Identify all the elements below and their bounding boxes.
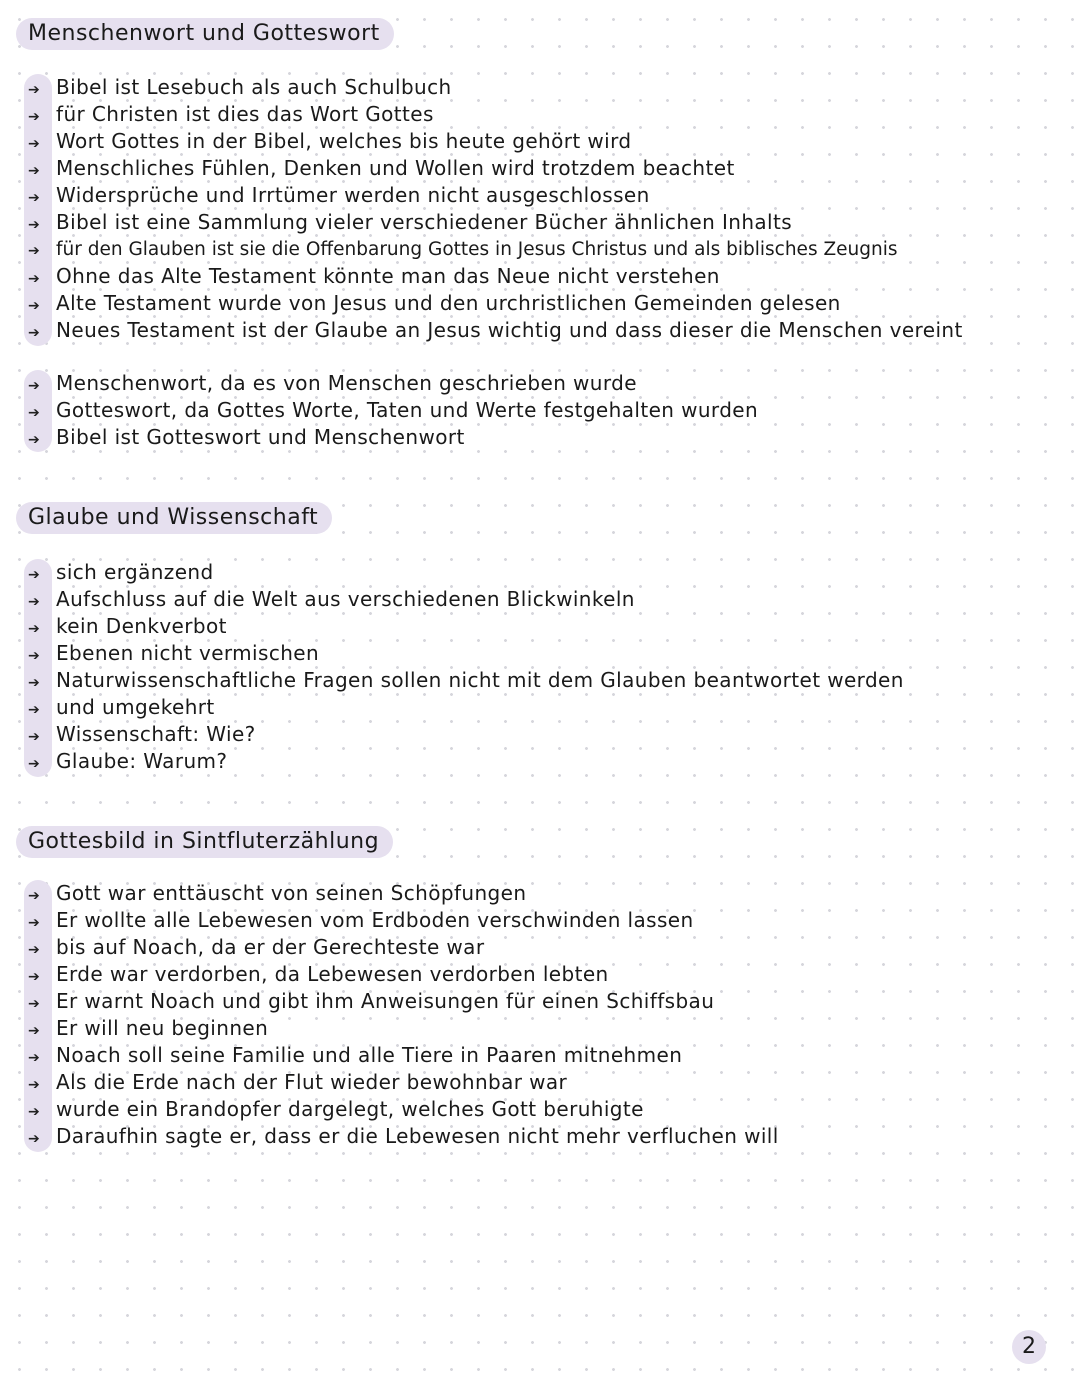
arrow-right-icon: ➔ bbox=[28, 217, 41, 233]
arrow-right-icon: ➔ bbox=[28, 163, 41, 179]
arrow-right-icon: ➔ bbox=[28, 996, 41, 1012]
section-title: Glaube und Wissenschaft bbox=[16, 502, 332, 534]
list-item: ➔ Daraufhin sagte er, dass er die Lebewesen nicht mehr verfluchen will bbox=[28, 1123, 1080, 1150]
arrow-right-icon: ➔ bbox=[28, 567, 41, 583]
arrow-right-icon: ➔ bbox=[28, 648, 41, 664]
arrow-right-icon: ➔ bbox=[28, 136, 41, 152]
list-item: ➔ Er wollte alle Lebewesen vom Erdboden verschwinden lassen bbox=[28, 907, 1080, 934]
arrow-right-icon: ➔ bbox=[28, 298, 41, 314]
list-item: ➔ Wort Gottes in der Bibel, welches bis heute gehört wird bbox=[28, 128, 1080, 155]
arrow-right-icon: ➔ bbox=[28, 1023, 41, 1039]
list-item: ➔ für den Glauben ist sie die Offenbarung Gottes in Jesus Christus und als biblisches Zeugnis bbox=[28, 236, 1080, 263]
arrow-right-icon: ➔ bbox=[28, 675, 41, 691]
list-item: ➔ Menschliches Fühlen, Denken und Wollen wird trotzdem beachtet bbox=[28, 155, 1080, 182]
list-item: ➔ sich ergänzend bbox=[28, 559, 1080, 586]
list-item: ➔ Widersprüche und Irrtümer werden nicht ausgeschlossen bbox=[28, 182, 1080, 209]
list-item: ➔ Er warnt Noach und gibt ihm Anweisungen für einen Schiffsbau bbox=[28, 988, 1080, 1015]
list-item: ➔ bis auf Noach, da er der Gerechteste war bbox=[28, 934, 1080, 961]
list-item: ➔ Gott war enttäuscht von seinen Schöpfungen bbox=[28, 880, 1080, 907]
list-item: ➔ Naturwissenschaftliche Fragen sollen nicht mit dem Glauben beantwortet werden bbox=[28, 667, 1080, 694]
section-title: Menschenwort und Gotteswort bbox=[16, 18, 394, 50]
list-item: ➔ Ohne das Alte Testament könnte man das Neue nicht verstehen bbox=[28, 263, 1080, 290]
list-item: ➔ kein Denkverbot bbox=[28, 613, 1080, 640]
arrow-right-icon: ➔ bbox=[28, 756, 41, 772]
list-item: ➔ Glaube: Warum? bbox=[28, 748, 1080, 775]
arrow-right-icon: ➔ bbox=[28, 432, 41, 448]
arrow-right-icon: ➔ bbox=[28, 1050, 41, 1066]
arrow-right-icon: ➔ bbox=[28, 594, 41, 610]
list-item: ➔ Neues Testament ist der Glaube an Jesus wichtig und dass dieser die Menschen vereint bbox=[28, 317, 1080, 344]
list-item: ➔ für Christen ist dies das Wort Gottes bbox=[28, 101, 1080, 128]
list-item: ➔ Bibel ist Gotteswort und Menschenwort bbox=[28, 424, 1080, 451]
list-item: ➔ Erde war verdorben, da Lebewesen verdorben lebten bbox=[28, 961, 1080, 988]
list-item: ➔ Ebenen nicht vermischen bbox=[28, 640, 1080, 667]
list-item: ➔ wurde ein Brandopfer dargelegt, welches Gott beruhigte bbox=[28, 1096, 1080, 1123]
list-item: ➔ Noach soll seine Familie und alle Tiere in Paaren mitnehmen bbox=[28, 1042, 1080, 1069]
list-item: ➔ Wissenschaft: Wie? bbox=[28, 721, 1080, 748]
section-title: Gottesbild in Sintfluterzählung bbox=[16, 826, 393, 858]
arrow-right-icon: ➔ bbox=[28, 1131, 41, 1147]
list-item: ➔ Als die Erde nach der Flut wieder bewohnbar war bbox=[28, 1069, 1080, 1096]
arrow-right-icon: ➔ bbox=[28, 729, 41, 745]
arrow-right-icon: ➔ bbox=[28, 82, 41, 98]
arrow-right-icon: ➔ bbox=[28, 888, 41, 904]
arrow-right-icon: ➔ bbox=[28, 109, 41, 125]
list-item: ➔ und umgekehrt bbox=[28, 694, 1080, 721]
list-item: ➔ Bibel ist Lesebuch als auch Schulbuch bbox=[28, 74, 1080, 101]
arrow-right-icon: ➔ bbox=[28, 1077, 41, 1093]
list-item: ➔ Er will neu beginnen bbox=[28, 1015, 1080, 1042]
arrow-right-icon: ➔ bbox=[28, 243, 40, 259]
list-item: ➔ Alte Testament wurde von Jesus und den urchristlichen Gemeinden gelesen bbox=[28, 290, 1080, 317]
list-item: ➔ Bibel ist eine Sammlung vieler verschiedener Bücher ähnlichen Inhalts bbox=[28, 209, 1080, 236]
arrow-right-icon: ➔ bbox=[28, 942, 41, 958]
arrow-right-icon: ➔ bbox=[28, 621, 41, 637]
list-item: ➔ Aufschluss auf die Welt aus verschiedenen Blickwinkeln bbox=[28, 586, 1080, 613]
arrow-right-icon: ➔ bbox=[28, 702, 41, 718]
arrow-right-icon: ➔ bbox=[28, 271, 41, 287]
page-number: 2 bbox=[1012, 1330, 1046, 1364]
arrow-right-icon: ➔ bbox=[28, 190, 41, 206]
list-item: ➔ Gotteswort, da Gottes Worte, Taten und Werte festgehalten wurden bbox=[28, 397, 1080, 424]
arrow-right-icon: ➔ bbox=[28, 378, 41, 394]
arrow-right-icon: ➔ bbox=[28, 1104, 41, 1120]
arrow-right-icon: ➔ bbox=[28, 325, 41, 341]
arrow-right-icon: ➔ bbox=[28, 405, 41, 421]
arrow-right-icon: ➔ bbox=[28, 915, 41, 931]
list-item: ➔ Menschenwort, da es von Menschen geschrieben wurde bbox=[28, 370, 1080, 397]
arrow-right-icon: ➔ bbox=[28, 969, 41, 985]
